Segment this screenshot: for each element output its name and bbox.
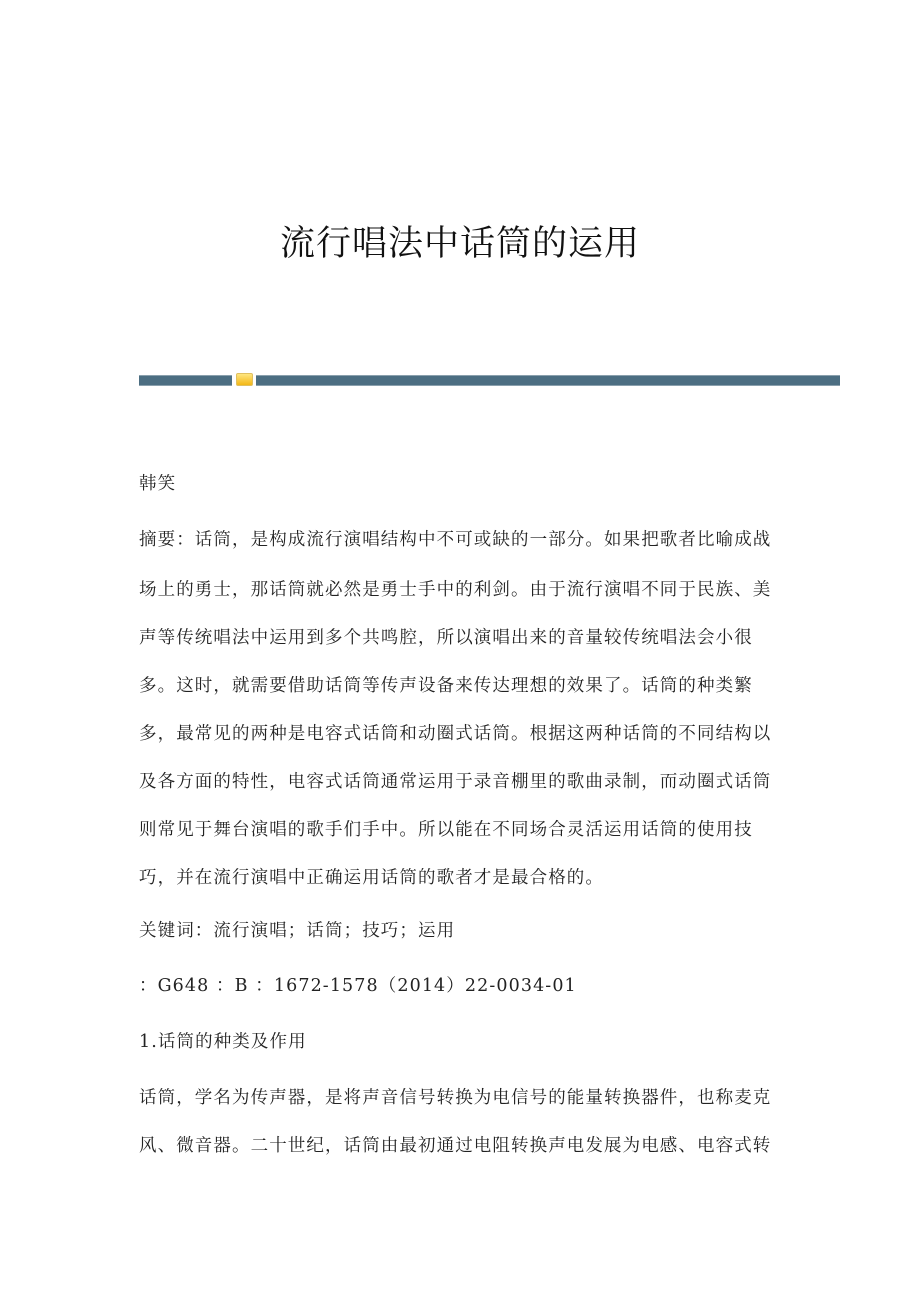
abstract-line: 场上的勇士，那话筒就必然是勇士手中的利剑。由于流行演唱不同于民族、美: [139, 580, 772, 600]
abstract-line: 多。这时，就需要借助话筒等传声设备来传达理想的效果了。话筒的种类繁: [139, 676, 753, 696]
divider-bar-right: [256, 375, 840, 386]
abstract-line: 摘要：话筒，是构成流行演唱结构中不可或缺的一部分。如果把歌者比喻成战: [139, 530, 772, 550]
abstract-line: 则常见于舞台演唱的歌手们手中。所以能在不同场合灵活运用话筒的使用技: [139, 820, 753, 840]
abstract-line: 巧，并在流行演唱中正确运用话筒的歌者才是最合格的。: [139, 868, 604, 888]
abstract-line: 多，最常见的两种是电容式话筒和动圈式话筒。根据这两种话筒的不同结构以: [139, 724, 772, 744]
classification-codes: ：G648 ：B ：1672-1578（2014）22-0034-01: [139, 976, 577, 996]
divider-bar-left: [139, 375, 232, 386]
divider-ornament-icon: [236, 373, 253, 386]
abstract-line: 声等传统唱法中运用到多个共鸣腔，所以演唱出来的音量较传统唱法会小很: [139, 628, 753, 648]
body-line: 话筒，学名为传声器，是将声音信号转换为电信号的能量转换器件，也称麦克: [139, 1088, 772, 1108]
document-title: 流行唱法中话筒的运用: [279, 224, 640, 264]
keywords: 关键词：流行演唱；话筒；技巧；运用: [139, 921, 456, 941]
section-heading: 1.话筒的种类及作用: [139, 1032, 307, 1052]
abstract-line: 及各方面的特性，电容式话筒通常运用于录音棚里的歌曲录制，而动圈式话筒: [139, 772, 772, 792]
body-line: 风、微音器。二十世纪，话筒由最初通过电阻转换声电发展为电感、电容式转: [139, 1136, 772, 1156]
author: 韩笑: [139, 474, 177, 494]
